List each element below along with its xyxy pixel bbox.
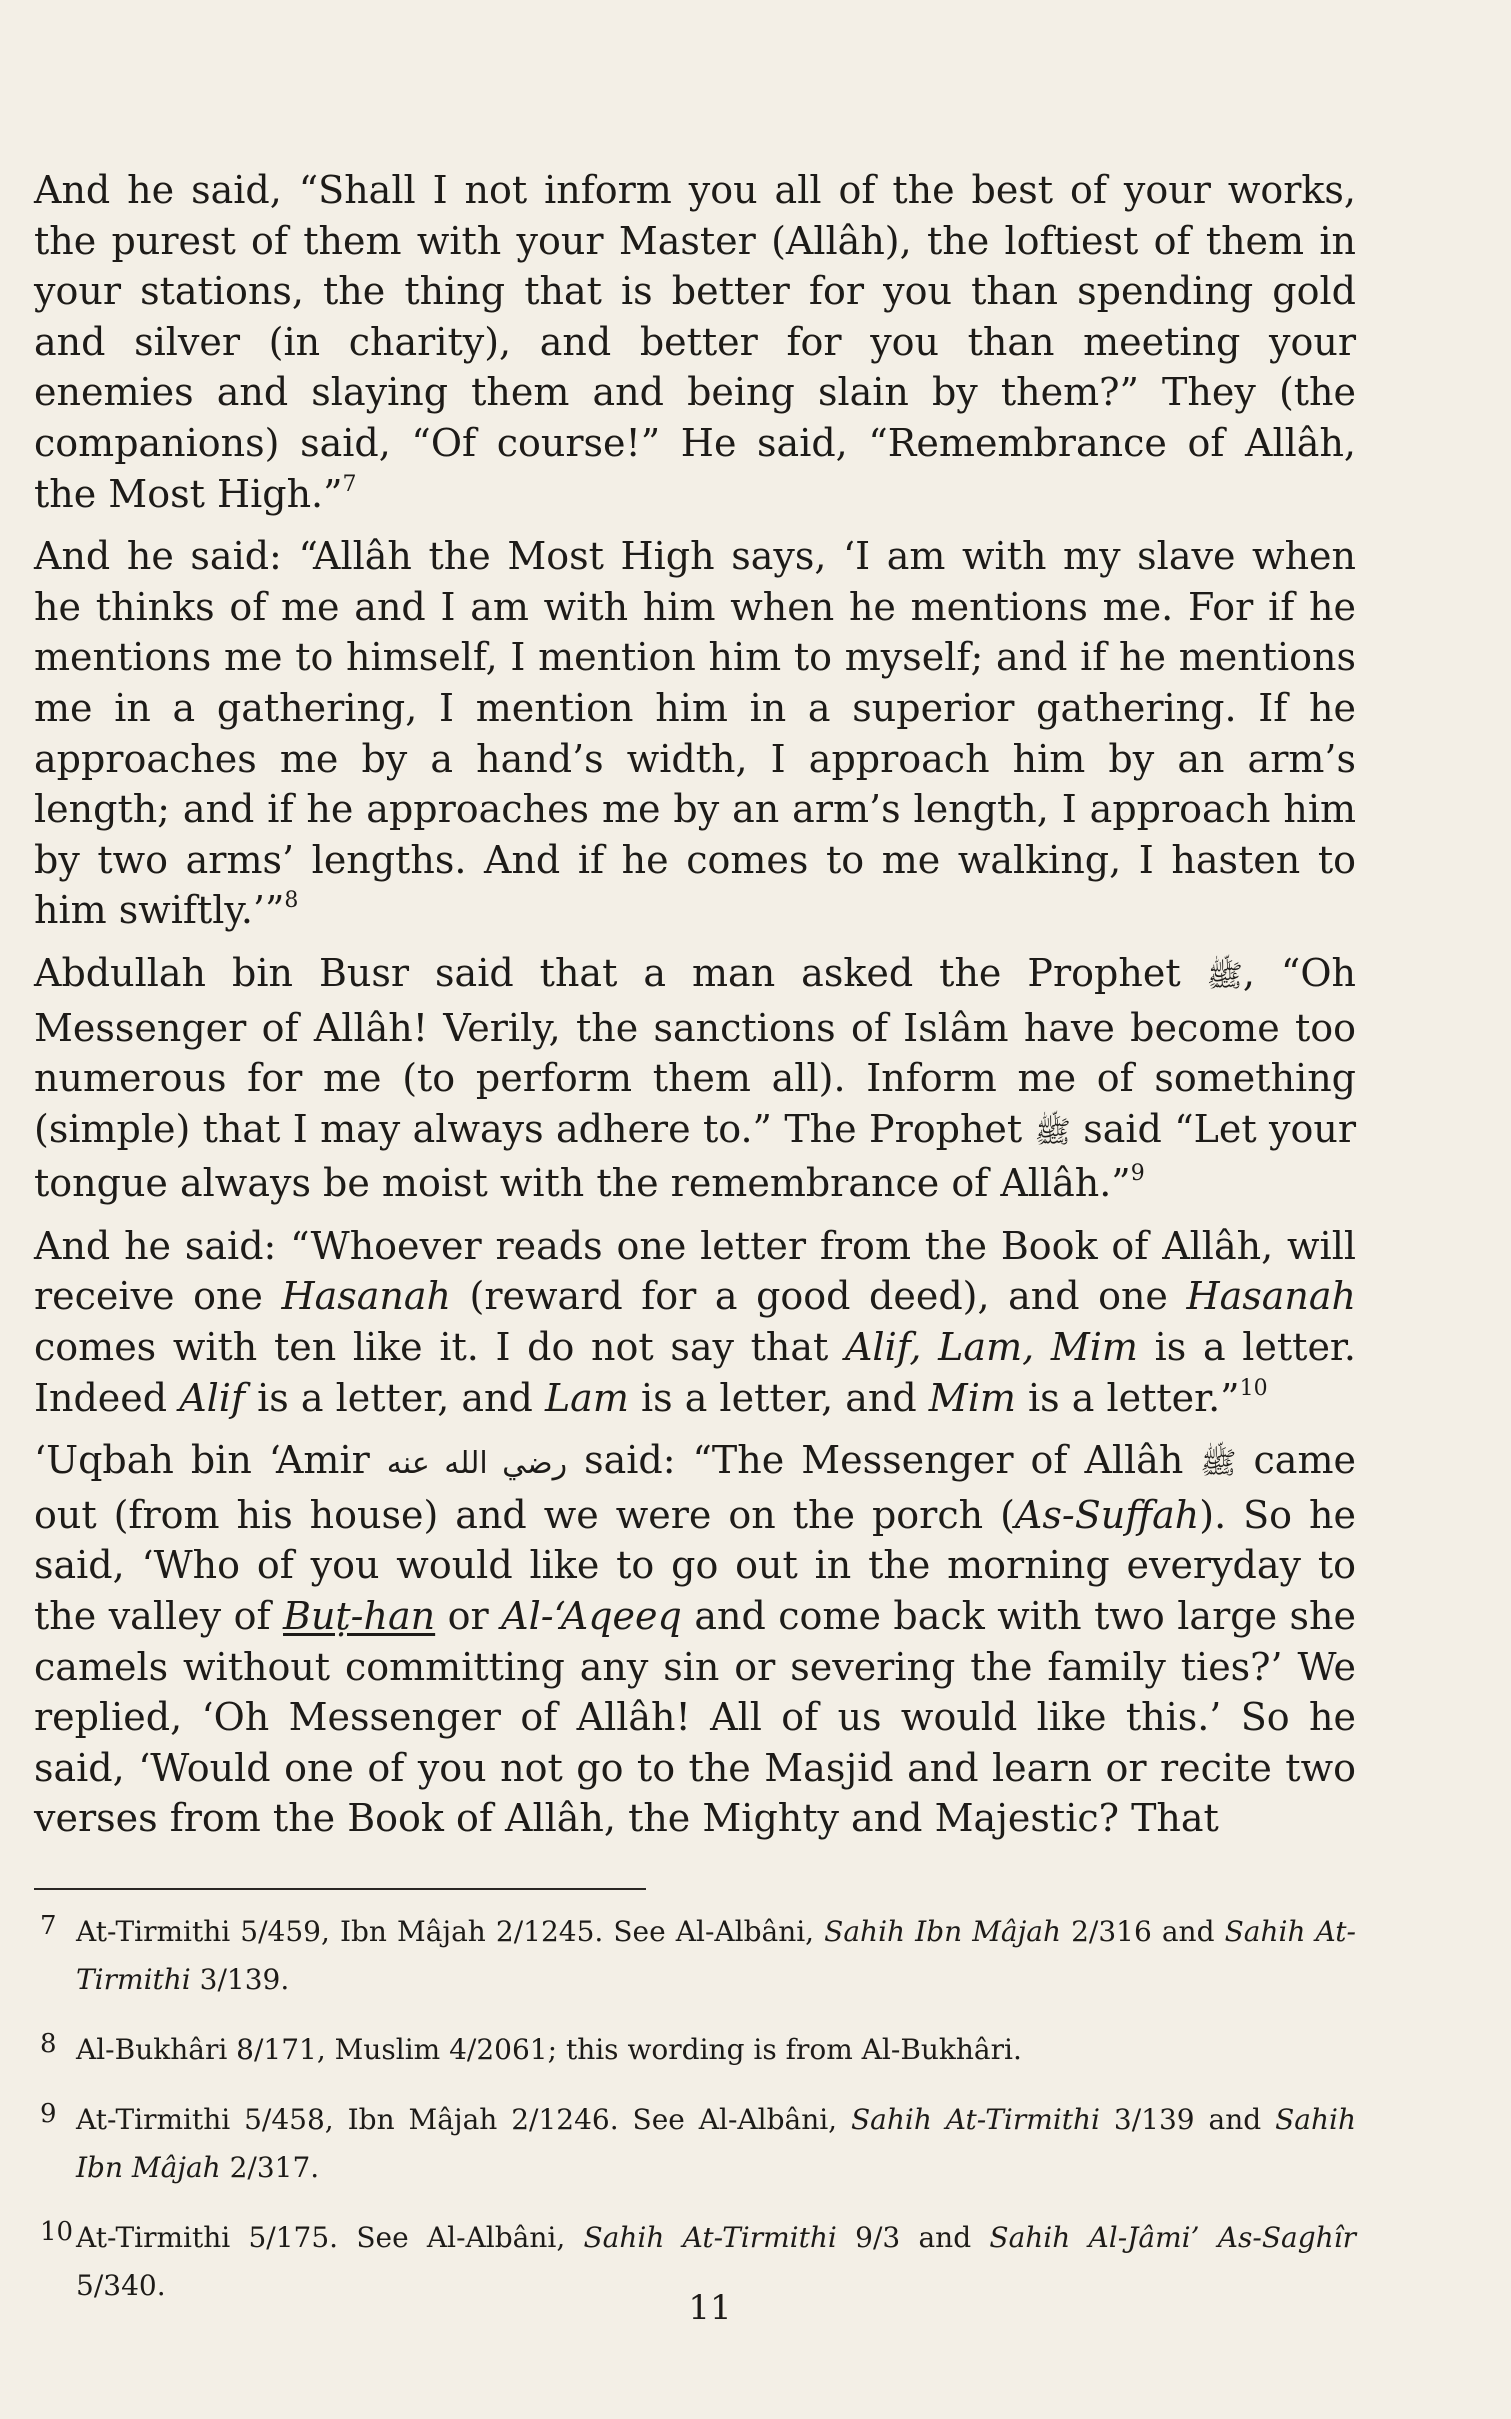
text-run: is a letter, and	[245, 1375, 545, 1420]
italic-term: Hasanah	[1186, 1274, 1357, 1319]
footnote-text	[76, 2103, 1356, 2184]
text-run: And he said: “Whoever reads one letter from the Book of Allâh, will receive one	[34, 1223, 1356, 1319]
text-run: ). So he said, ‘Who of you would like to go out in the morning everyday to the valley of	[34, 1492, 1356, 1639]
footnote-ref: 10	[1239, 1375, 1268, 1401]
footnote-ref: 7	[342, 471, 357, 497]
italic-term: Hasanah	[281, 1274, 452, 1319]
footnote-number: 9	[40, 2099, 57, 2129]
paragraph-best-of-works	[34, 165, 1356, 519]
footnote-divider	[34, 1888, 646, 1890]
paragraph-one-letter	[34, 1221, 1356, 1423]
salutation-glyph: ﷺ	[1200, 1446, 1237, 1482]
text-run: And he said, “Shall I not inform you all of the best of your works, the purest of them with your Master (Allâh), the loftiest of them in your stations, the thing that is better for you than spending gold and silver (in charity), and better for you than meeting your enemies and slaying them and being slain by them?” They (the companions) said, “Of course!” He said, “Remembrance of Allâh, the Most High.”	[34, 168, 1356, 516]
page-number: 11	[688, 2288, 732, 2328]
italic-term: Alif	[179, 1375, 246, 1420]
text-run: and come back with two large she camels without committing any sin or severing the family ties?’ We replied, ‘Oh Messenger of Allâh! All of us would like this.’ So he said, ‘Would one of you not go to the Masjid and learn or recite two verses from the Book of Allâh, the Mighty and Majestic? That	[34, 1594, 1356, 1841]
text-run: 3/139 and	[1100, 2103, 1276, 2136]
footnote-7	[34, 1908, 1356, 2004]
paragraph-allah-with-slave	[34, 531, 1356, 936]
footnote-ref: 9	[1130, 1161, 1145, 1187]
italic-term: Mim	[928, 1375, 1016, 1420]
text-run: 5/340.	[76, 2269, 166, 2302]
italic-term: Sahih Ibn Mâjah	[76, 2103, 1356, 2184]
footnote-text	[76, 1915, 1356, 1996]
italic-place-name: Buṭ-han	[283, 1594, 436, 1639]
text-run: At-Tirmithi 5/458, Ibn Mâjah 2/1246. See Al-Albâni,	[76, 2103, 851, 2136]
text-run: ‘Uqbah bin ‘Amir	[34, 1438, 387, 1483]
text-run: said: “The Messenger of Allâh	[567, 1438, 1201, 1483]
text-run: 9/3 and	[836, 2221, 990, 2254]
footnote-8	[34, 2026, 1356, 2074]
footnote-9	[34, 2096, 1356, 2192]
text-run: , “Oh Messenger of Allâh! Verily, the sanctions of Islâm have become too numerous for me (to perform them all). Inform me of something (simple) that I may always adhere to.” The Prophet	[34, 950, 1356, 1151]
text-run: 3/139.	[190, 1963, 290, 1996]
footnotes	[34, 1908, 1356, 2332]
italic-term: Sahih At-Tirmithi	[76, 1915, 1356, 1996]
paragraph-uqbah-bin-amir	[34, 1435, 1356, 1844]
text-run: is a letter.”	[1015, 1375, 1240, 1420]
text-run: is a letter. Indeed	[34, 1325, 1357, 1420]
footnote-ref: 8	[284, 888, 299, 914]
text-run: At-Tirmithi 5/175. See Al-Albâni,	[76, 2221, 584, 2254]
italic-term: Sahih At-Tirmithi	[583, 2221, 837, 2254]
text-run: Abdullah bin Busr said that a man asked the Prophet	[34, 950, 1207, 995]
main-text	[34, 165, 1356, 1856]
footnote-number: 8	[40, 2029, 57, 2059]
text-run: And he said: “Allâh the Most High says, ‘I am with my slave when he thinks of me and I am with him when he mentions me. For if he mentions me to himself, I mention him to myself; and if he mentions me in a gathering, I mention him in a superior gathering. If he approaches me by a hand’s width, I approach him by an arm’s length; and if he approaches me by an arm’s length, I approach him by two arms’ lengths. And if he comes to me walking, I hasten to him swiftly.’”	[34, 534, 1356, 933]
italic-term: Lam	[544, 1375, 629, 1420]
italic-term: Sahih At-Tirmithi	[851, 2103, 1101, 2136]
text-run: or	[435, 1594, 502, 1639]
italic-term: Sahih Al-Jâmi’ As-Saghîr	[989, 2221, 1356, 2254]
salutation-glyph: ﷺ	[1206, 958, 1243, 994]
italic-term: Al-‘Aqeeq	[501, 1594, 682, 1639]
footnote-number: 10	[40, 2217, 74, 2247]
text-run: (reward for a good deed), and one	[451, 1274, 1187, 1319]
text-run: Al-Bukhâri 8/171, Muslim 4/2061; this wording is from Al-Bukhâri.	[76, 2033, 1022, 2066]
footnote-text	[76, 2033, 1022, 2066]
salutation-glyph: ﷺ	[1034, 1114, 1071, 1150]
italic-term: Alif, Lam, Mim	[844, 1325, 1138, 1370]
paragraph-abdullah-bin-busr	[34, 948, 1356, 1209]
italic-term: As-Suffah	[1014, 1492, 1200, 1537]
text-run: At-Tirmithi 5/459, Ibn Mâjah 2/1245. See Al-Albâni,	[76, 1915, 825, 1948]
arabic-phrase: رضي الله عنه	[386, 1446, 568, 1482]
text-run: 2/317.	[220, 2151, 320, 2184]
text-run: 2/316 and	[1061, 1915, 1225, 1948]
footnote-number: 7	[40, 1911, 57, 1941]
text-run: said “Let your tongue always be moist with the remembrance of Allâh.”	[34, 1106, 1357, 1206]
text-run: comes with ten like it. I do not say that	[34, 1325, 845, 1370]
italic-term: Sahih Ibn Mâjah	[824, 1915, 1061, 1948]
text-run: came out (from his house) and we were on the porch (	[34, 1438, 1356, 1537]
text-run: is a letter, and	[628, 1375, 929, 1420]
